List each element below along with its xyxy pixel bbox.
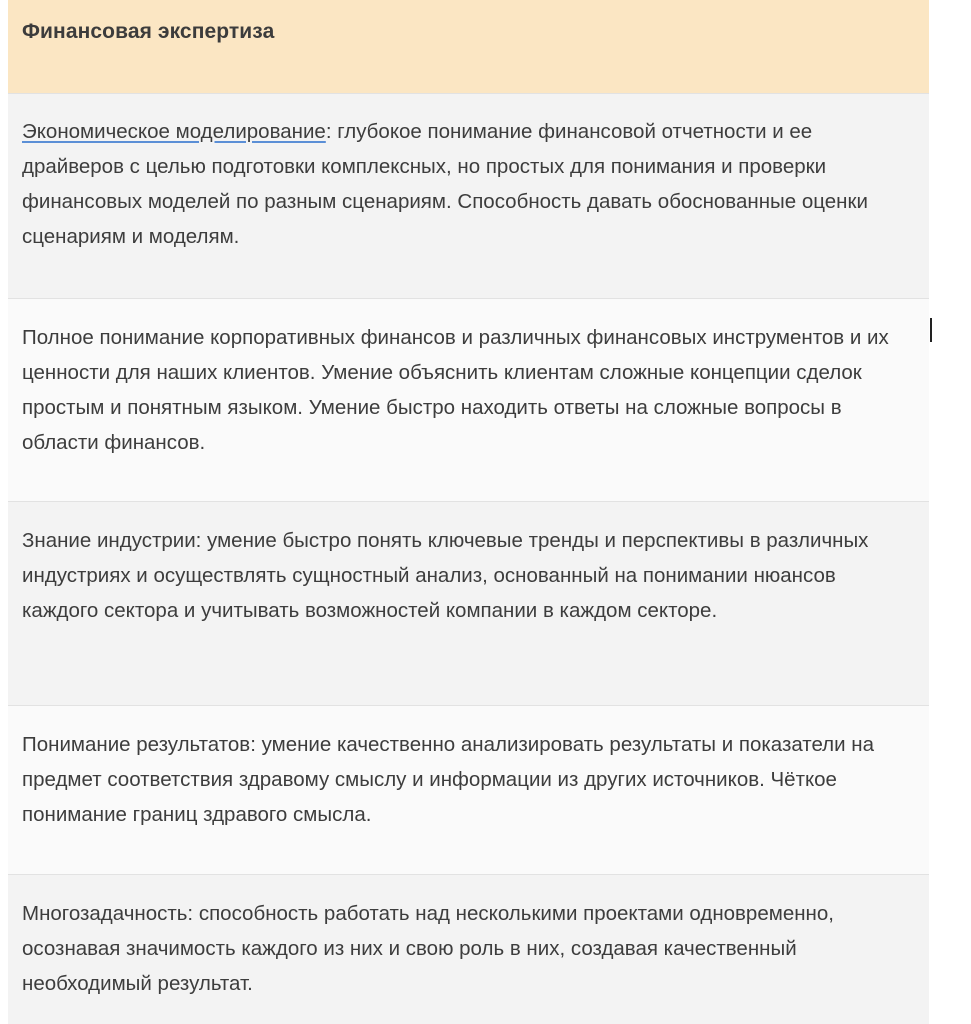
expertise-table	[8, 0, 929, 1024]
text-cursor-icon	[930, 318, 932, 342]
table-header	[8, 0, 929, 94]
row-text: Понимание результатов: умение качественно анализировать результаты и показатели на предмет соответствия здравому смыслу и информации из других источников. Чёткое понимание границ здравого смысла.	[22, 733, 875, 826]
row-text: Многозадачность: способность работать над несколькими проектами одновременно, осознавая значимость каждого из них и свою роль в них, создавая качественный необходимый результат.	[22, 902, 834, 995]
economic-modeling-term[interactable]: Экономическое моделирование	[22, 120, 326, 143]
row-text: Полное понимание корпоративных финансов и различных финансовых инструментов и их ценности для наших клиентов. Умение объяснить клиентам сложные концепции сделок простым и понятным языком. Умение быстро находить ответы на сложные вопросы в области финансов.	[22, 326, 889, 454]
table-row	[8, 706, 929, 875]
table-row	[8, 299, 929, 502]
row-text: : глубокое понимание финансовой отчетности и ее драйверов с целью подготовки комплексных, но простых для понимания и проверки финансовых моделей по разным сценариям. Способность давать обоснованные оценки сценариям и моделям.	[22, 120, 868, 248]
row-text: Знание индустрии: умение быстро понять ключевые тренды и перспективы в различных индустриях и осуществлять сущностный анализ, основанный на понимании нюансов каждого сектора и учитывать возможностей компании в каждом секторе.	[22, 529, 869, 622]
table-header-title: Финансовая экспертиза	[22, 20, 275, 43]
table-row	[8, 502, 929, 706]
table-row	[8, 875, 929, 1024]
table-row	[8, 94, 929, 299]
